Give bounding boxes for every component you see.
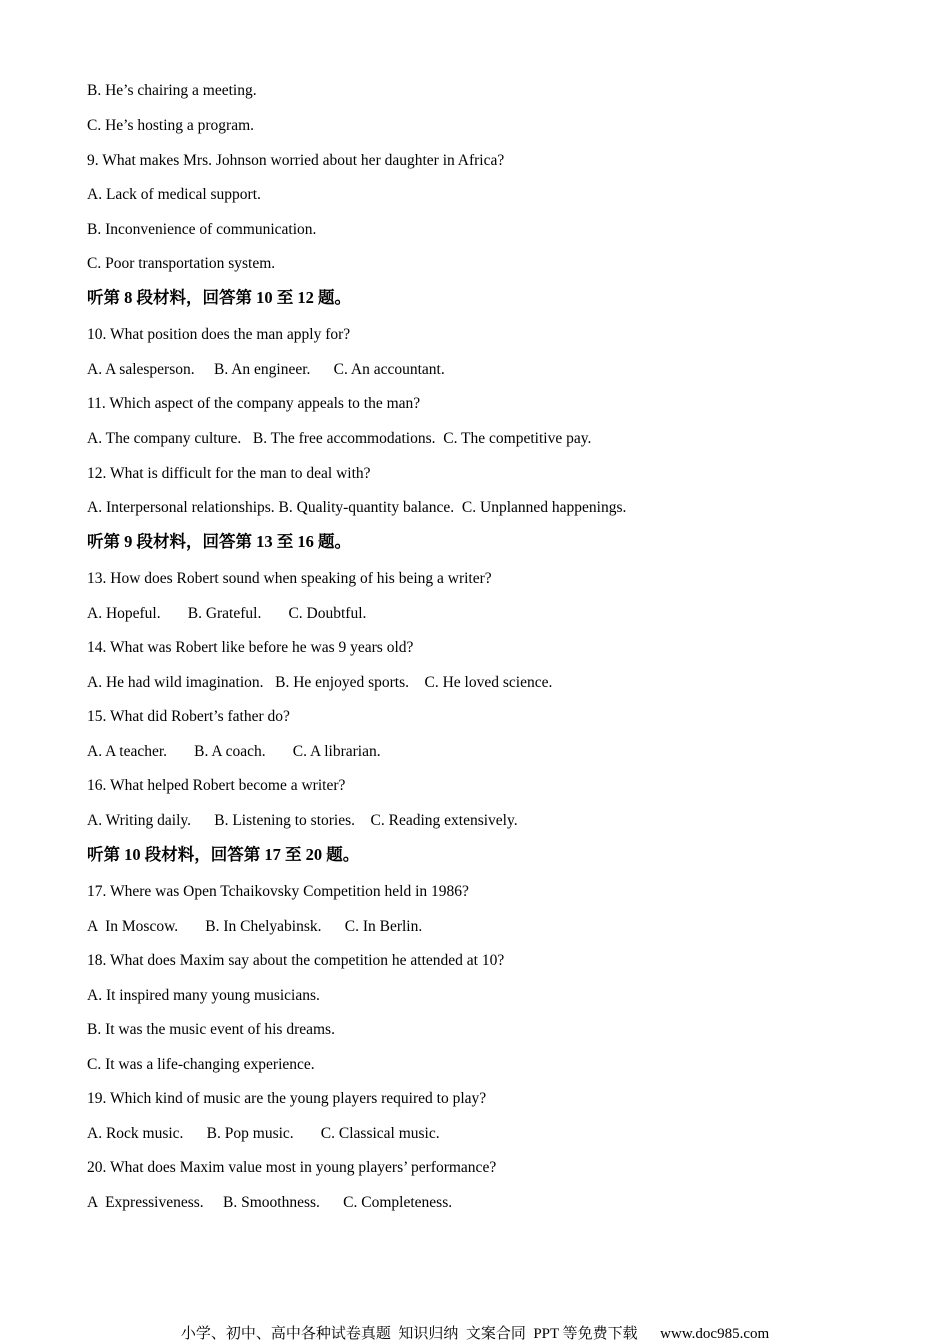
page-footer: 小学、初中、高中各种试卷真题 知识归纳 文案合同 PPT 等免费下载 www.doc985.com bbox=[180, 1326, 770, 1342]
question-line: 14. What was Robert like before he was 9 years old? bbox=[87, 639, 414, 656]
section-heading: 听第 9 段材料，回答第 13 至 16 题。 bbox=[87, 532, 351, 551]
question-line: 19. Which kind of music are the young players required to play? bbox=[87, 1090, 487, 1107]
option-line: C. Poor transportation system. bbox=[87, 255, 276, 272]
option-line: A In Moscow. B. In Chelyabinsk. C. In Berlin. bbox=[87, 918, 423, 935]
option-line: A. The company culture. B. The free accommodations. C. The competitive pay. bbox=[87, 430, 592, 447]
option-line: B. He’s chairing a meeting. bbox=[87, 82, 257, 99]
question-line: 12. What is difficult for the man to deal with? bbox=[87, 465, 371, 482]
question-line: 20. What does Maxim value most in young players’ performance? bbox=[87, 1159, 497, 1176]
question-line: 18. What does Maxim say about the competition he attended at 10? bbox=[87, 952, 505, 969]
option-line: A. A teacher. B. A coach. C. A librarian. bbox=[87, 743, 381, 760]
question-line: 10. What position does the man apply for? bbox=[87, 326, 351, 343]
section-heading: 听第 8 段材料，回答第 10 至 12 题。 bbox=[87, 288, 351, 307]
question-line: 15. What did Robert’s father do? bbox=[87, 708, 290, 725]
option-line: B. Inconvenience of communication. bbox=[87, 221, 317, 238]
option-line: A. Writing daily. B. Listening to stories. C. Reading extensively. bbox=[87, 812, 518, 829]
option-line: A. Lack of medical support. bbox=[87, 186, 261, 203]
question-line: 17. Where was Open Tchaikovsky Competition held in 1986? bbox=[87, 883, 469, 900]
question-line: 16. What helped Robert become a writer? bbox=[87, 777, 346, 794]
question-line: 9. What makes Mrs. Johnson worried about her daughter in Africa? bbox=[87, 152, 505, 169]
question-line: 11. Which aspect of the company appeals to the man? bbox=[87, 395, 421, 412]
question-line: 13. How does Robert sound when speaking of his being a writer? bbox=[87, 570, 492, 587]
section-heading: 听第 10 段材料，回答第 17 至 20 题。 bbox=[87, 845, 360, 864]
option-line: A. He had wild imagination. B. He enjoyed sports. C. He loved science. bbox=[87, 674, 553, 691]
option-line: A Expressiveness. B. Smoothness. C. Completeness. bbox=[87, 1194, 453, 1211]
option-line: C. He’s hosting a program. bbox=[87, 117, 255, 134]
option-line: A. Hopeful. B. Grateful. C. Doubtful. bbox=[87, 605, 367, 622]
option-line: C. It was a life-changing experience. bbox=[87, 1056, 315, 1073]
option-line: B. It was the music event of his dreams. bbox=[87, 1021, 335, 1038]
option-line: A. Rock music. B. Pop music. C. Classical music. bbox=[87, 1125, 440, 1142]
option-line: A. It inspired many young musicians. bbox=[87, 987, 320, 1004]
option-line: A. Interpersonal relationships. B. Quality-quantity balance. C. Unplanned happenings. bbox=[87, 499, 627, 516]
option-line: A. A salesperson. B. An engineer. C. An accountant. bbox=[87, 361, 445, 378]
